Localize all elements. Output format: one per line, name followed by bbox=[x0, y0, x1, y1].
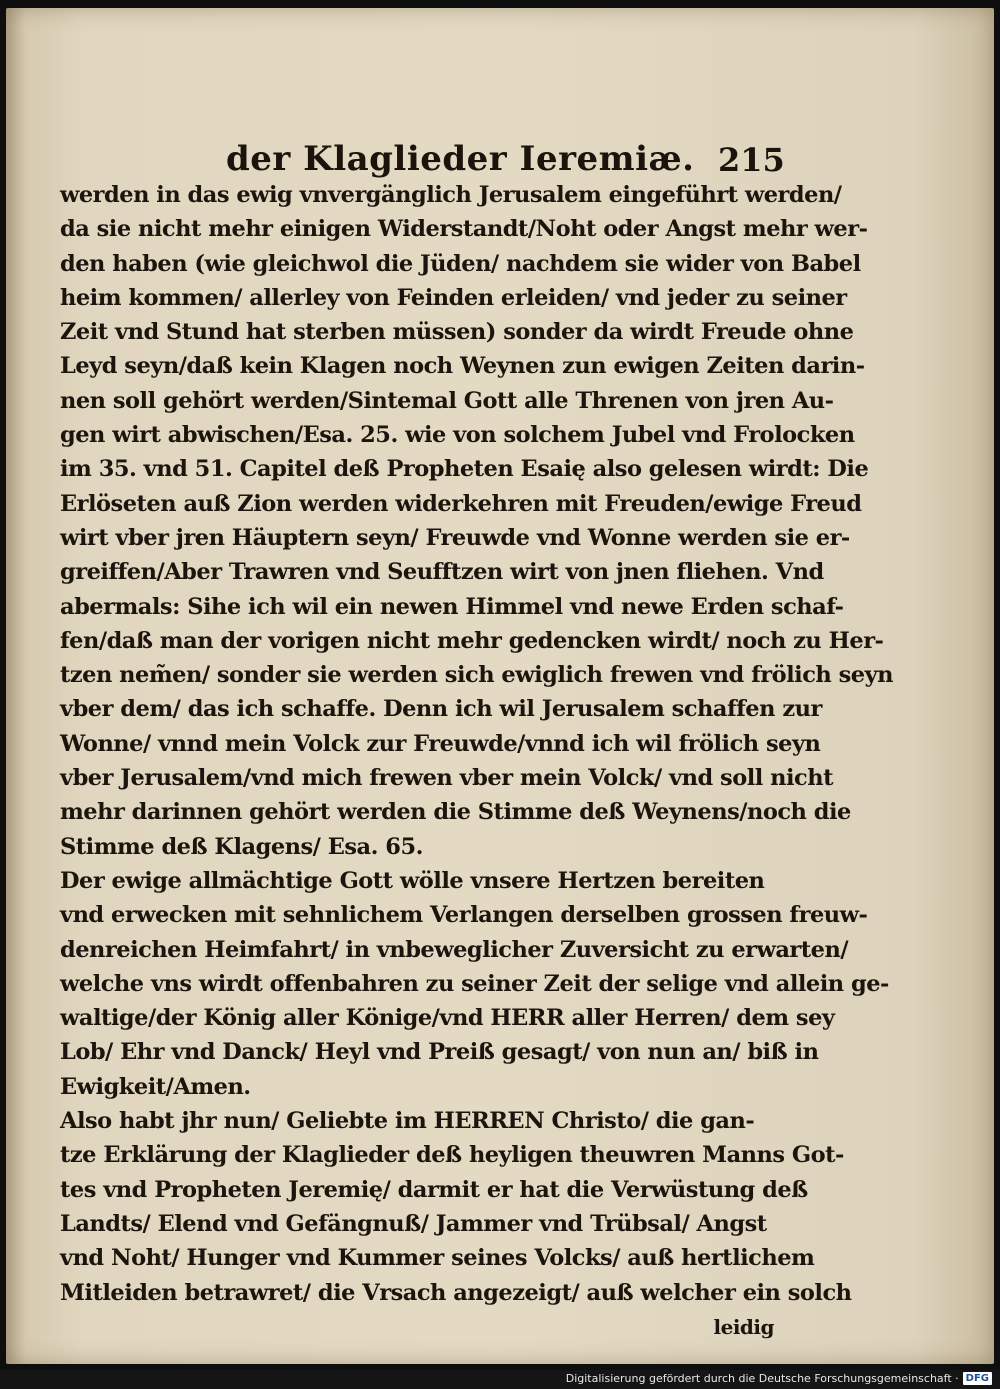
text-line: Zeit vnd Stund hat sterben müssen) sonder da wirdt Freude ohne bbox=[60, 319, 854, 346]
running-head: der Klaglieder Ieremiæ. bbox=[226, 139, 695, 179]
text-line: da sie nicht mehr einigen Widerstandt/Noht oder Angst mehr wer- bbox=[60, 216, 868, 243]
text-line: tes vnd Propheten Jeremię/ darmit er hat die Verwüstung deß bbox=[60, 1176, 808, 1203]
text-line: abermals: Sihe ich wil ein newen Himmel vnd newe Erden schaf- bbox=[60, 593, 844, 620]
text-line: tzen nem̃en/ sonder sie werden sich ewiglich frewen vnd frölich seyn bbox=[60, 662, 894, 689]
book-page bbox=[6, 8, 994, 1364]
text-line: Stimme deß Klagens/ Esa. 65. bbox=[60, 833, 423, 860]
text-line: nen soll gehört werden/Sintemal Gott alle Threnen von jren Au- bbox=[60, 387, 834, 414]
catchword: leidig bbox=[713, 1314, 774, 1339]
text-line: gen wirt abwischen/Esa. 25. wie von solchem Jubel vnd Frolocken bbox=[60, 422, 855, 449]
text-line: Erlöseten auß Zion werden widerkehren mit Freuden/ewige Freud bbox=[60, 490, 862, 517]
text-line: vber dem/ das ich schaffe. Denn ich wil Jerusalem schaffen zur bbox=[60, 696, 822, 723]
text-line: werden in das ewig vnvergänglich Jerusalem eingeführt werden/ bbox=[60, 182, 842, 208]
footer-text: Digitalisierung gefördert durch die Deutsche Forschungsgemeinschaft · bbox=[565, 1371, 959, 1385]
text-line: vnd Noht/ Hunger vnd Kummer seines Volcks/ auß hertlichem bbox=[60, 1245, 815, 1272]
text-line: denreichen Heimfahrt/ in vnbeweglicher Zuversicht zu erwarten/ bbox=[60, 936, 849, 963]
text-line: vnd erwecken mit sehnlichem Verlangen derselben grossen freuw- bbox=[60, 902, 868, 929]
text-line: im 35. vnd 51. Capitel deß Propheten Esaię also gelesen wirdt: Die bbox=[60, 456, 869, 483]
dfg-logo-icon: DFG bbox=[963, 1372, 992, 1385]
text-line: Mitleiden betrawret/ die Vrsach angezeigt/ auß welcher ein solch bbox=[60, 1279, 852, 1306]
body-text bbox=[60, 178, 894, 1344]
text-line: Lob/ Ehr vnd Danck/ Heyl vnd Preiß gesagt/ von nun an/ biß in bbox=[60, 1039, 819, 1066]
text-line: tze Erklärung der Klaglieder deß heyligen theuwren Manns Got- bbox=[60, 1142, 844, 1169]
text-line: Der ewige allmächtige Gott wölle vnsere Hertzen bereiten bbox=[60, 867, 765, 894]
text-line: mehr darinnen gehört werden die Stimme deß Weynens/noch die bbox=[60, 799, 851, 826]
footer-credit bbox=[566, 1370, 992, 1386]
text-line: greiffen/Aber Trawren vnd Seufftzen wirt von jnen fliehen. Vnd bbox=[60, 559, 824, 586]
text-line: Wonne/ vnnd mein Volck zur Freuwde/vnnd ich wil frölich seyn bbox=[60, 730, 821, 757]
text-line: wirt vber jren Häuptern seyn/ Freuwde vnd Wonne werden sie er- bbox=[60, 524, 850, 551]
text-line: Also habt jhr nun/ Geliebte im HERREN Christo/ die gan- bbox=[60, 1108, 755, 1135]
text-line: den haben (wie gleichwol die Jüden/ nachdem sie wider von Babel bbox=[60, 250, 861, 277]
text-line: fen/daß man der vorigen nicht mehr gedencken wirdt/ noch zu Her- bbox=[60, 627, 884, 654]
text-line: waltige/der König aller Könige/vnd HERR aller Herren/ dem sey bbox=[60, 1005, 835, 1032]
text-line: heim kommen/ allerley von Feinden erleiden/ vnd jeder zu seiner bbox=[60, 284, 847, 311]
page-number: 215 bbox=[718, 141, 785, 179]
text-line: Ewigkeit/Amen. bbox=[60, 1073, 251, 1100]
text-line: Landts/ Elend vnd Gefängnuß/ Jammer vnd Trübsal/ Angst bbox=[60, 1210, 767, 1237]
text-line: vber Jerusalem/vnd mich frewen vber mein Volck/ vnd soll nicht bbox=[60, 765, 834, 792]
text-line: welche vns wirdt offenbahren zu seiner Zeit der selige vnd allein ge- bbox=[60, 970, 889, 997]
text-line: Leyd seyn/daß kein Klagen noch Weynen zun ewigen Zeiten darin- bbox=[60, 353, 865, 380]
